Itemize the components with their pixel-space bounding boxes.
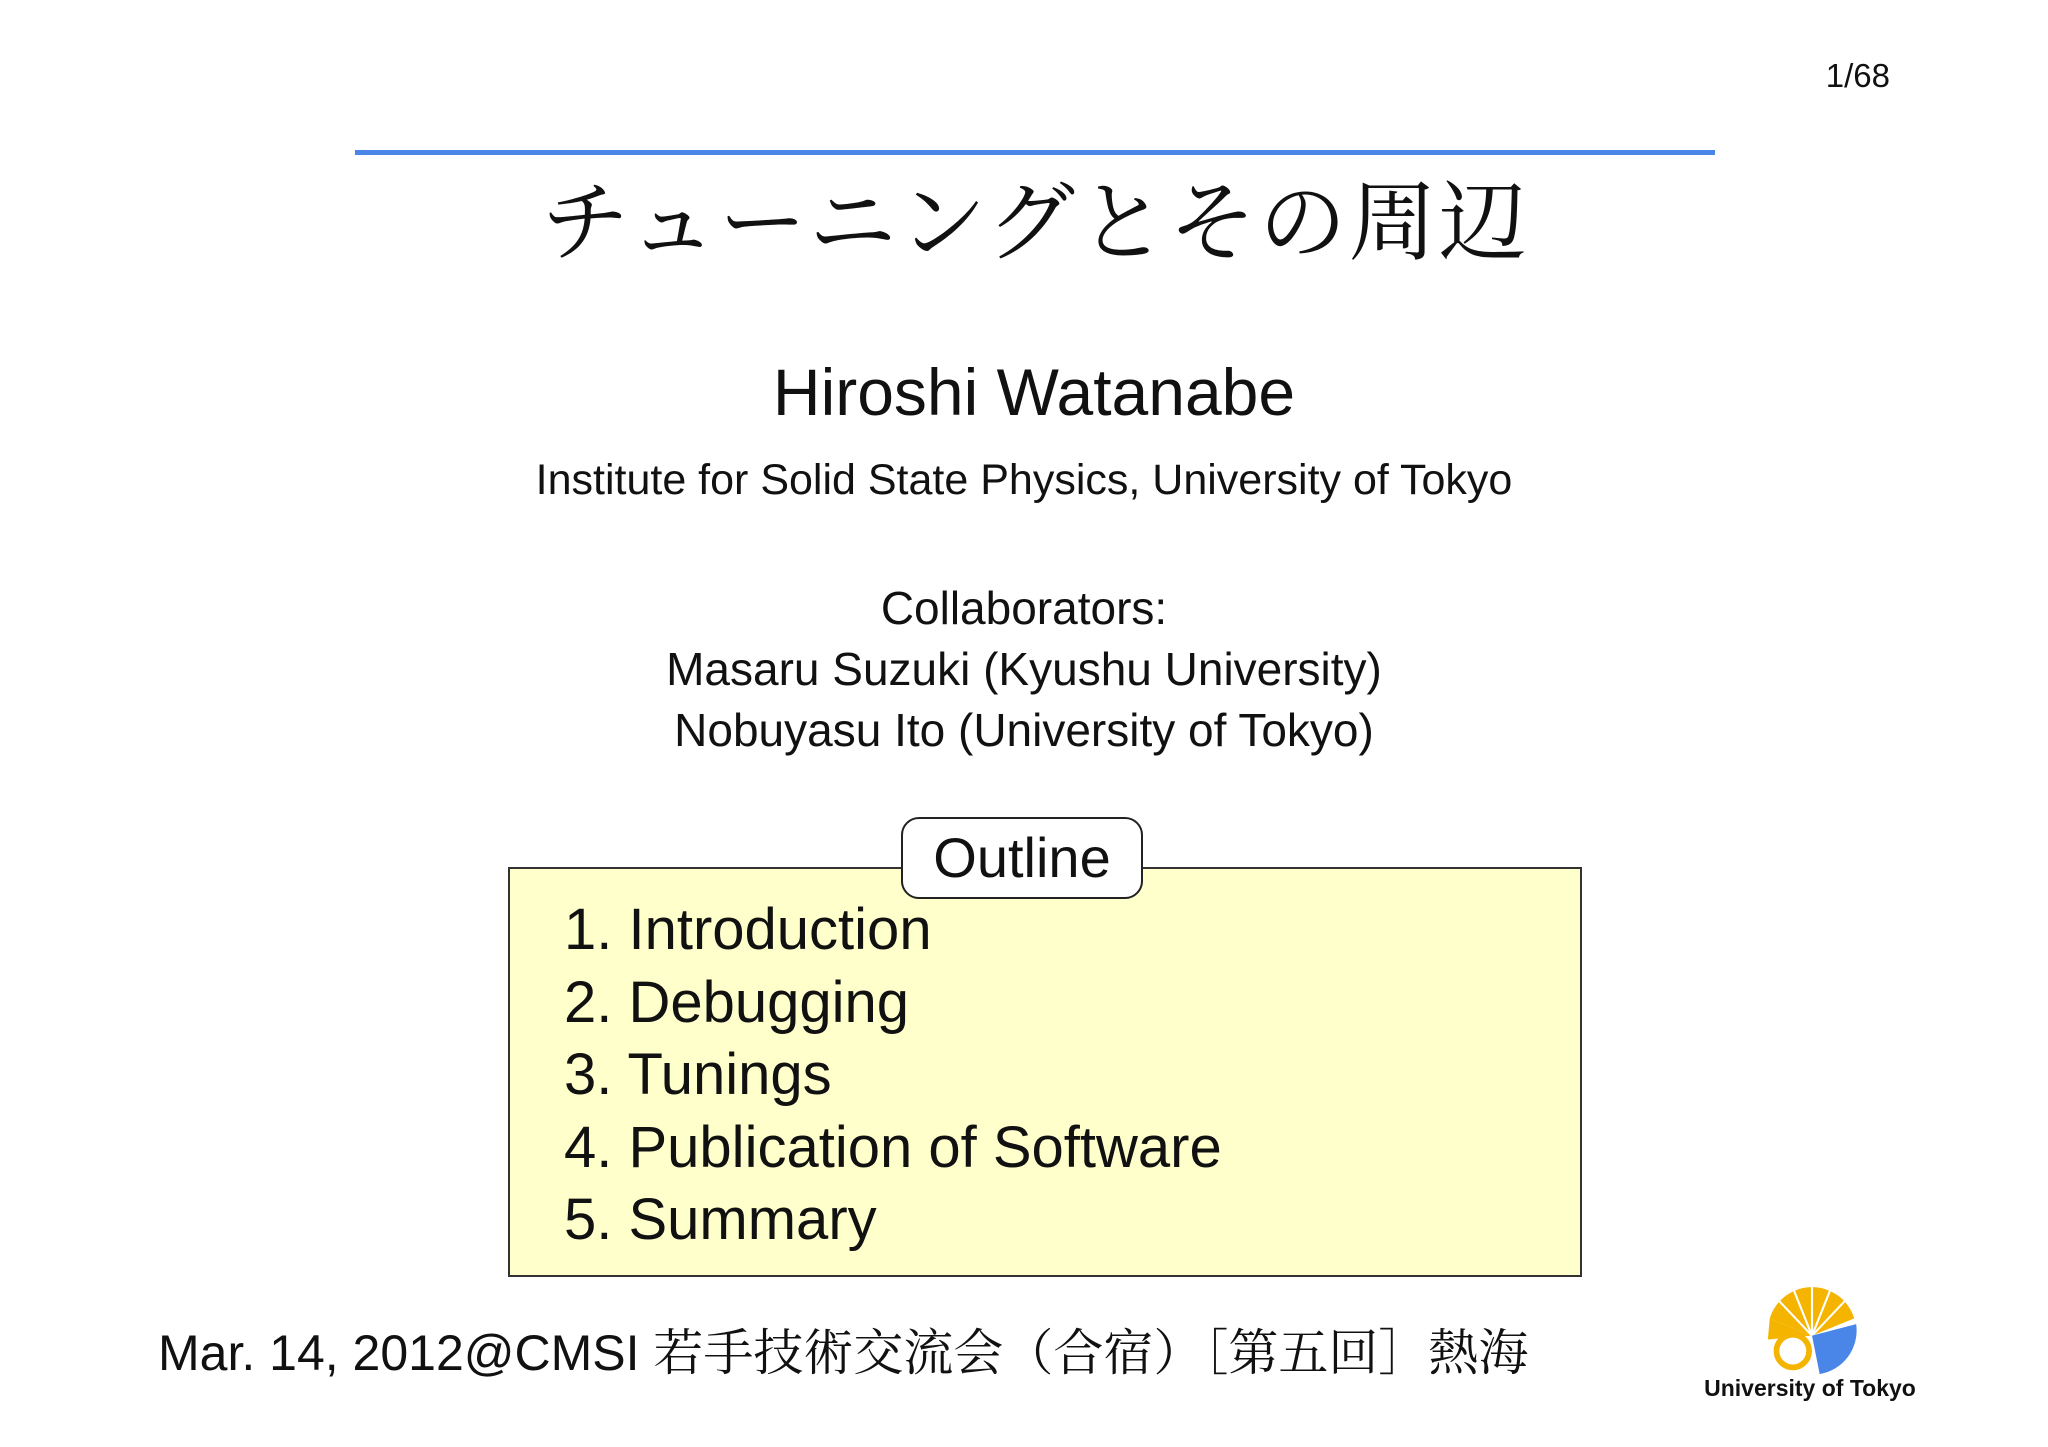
outline-item: 5. Summary [564, 1187, 877, 1252]
slide-title: チューニングとその周辺 [541, 171, 1529, 274]
author-affiliation: Institute for Solid State Physics, University of Tokyo [535, 456, 1513, 504]
logo-text: University of Tokyo [1704, 1375, 1916, 1401]
outline-item: 1. Introduction [564, 897, 932, 962]
author-name: Hiroshi Watanabe [772, 355, 1296, 429]
collaborator-name: Masaru Suzuki (Kyushu University) [666, 643, 1382, 695]
collaborator-name: Nobuyasu Ito (University of Tokyo) [674, 704, 1374, 756]
title-rule [355, 150, 1715, 155]
outline-item: 2. Debugging [564, 969, 910, 1035]
logo-ring-shape [1776, 1335, 1809, 1368]
collaborators-block [0, 578, 2048, 761]
ginkgo-leaf-logo-icon [1764, 1280, 1860, 1376]
collaborators-heading: Collaborators: [880, 582, 1168, 634]
university-logo [1700, 1280, 1920, 1410]
outline-list [564, 894, 1222, 1257]
page-number: 1/68 [1825, 57, 1890, 94]
footer-event: Mar. 14, 2012@CMSI 若手技術交流会（合宿）［第五回］熱海 [158, 1325, 1529, 1381]
outline-item: 3. Tunings [564, 1042, 832, 1107]
outline-item: 4. Publication of Software [564, 1114, 1222, 1180]
outline-label: Outline [901, 817, 1143, 899]
